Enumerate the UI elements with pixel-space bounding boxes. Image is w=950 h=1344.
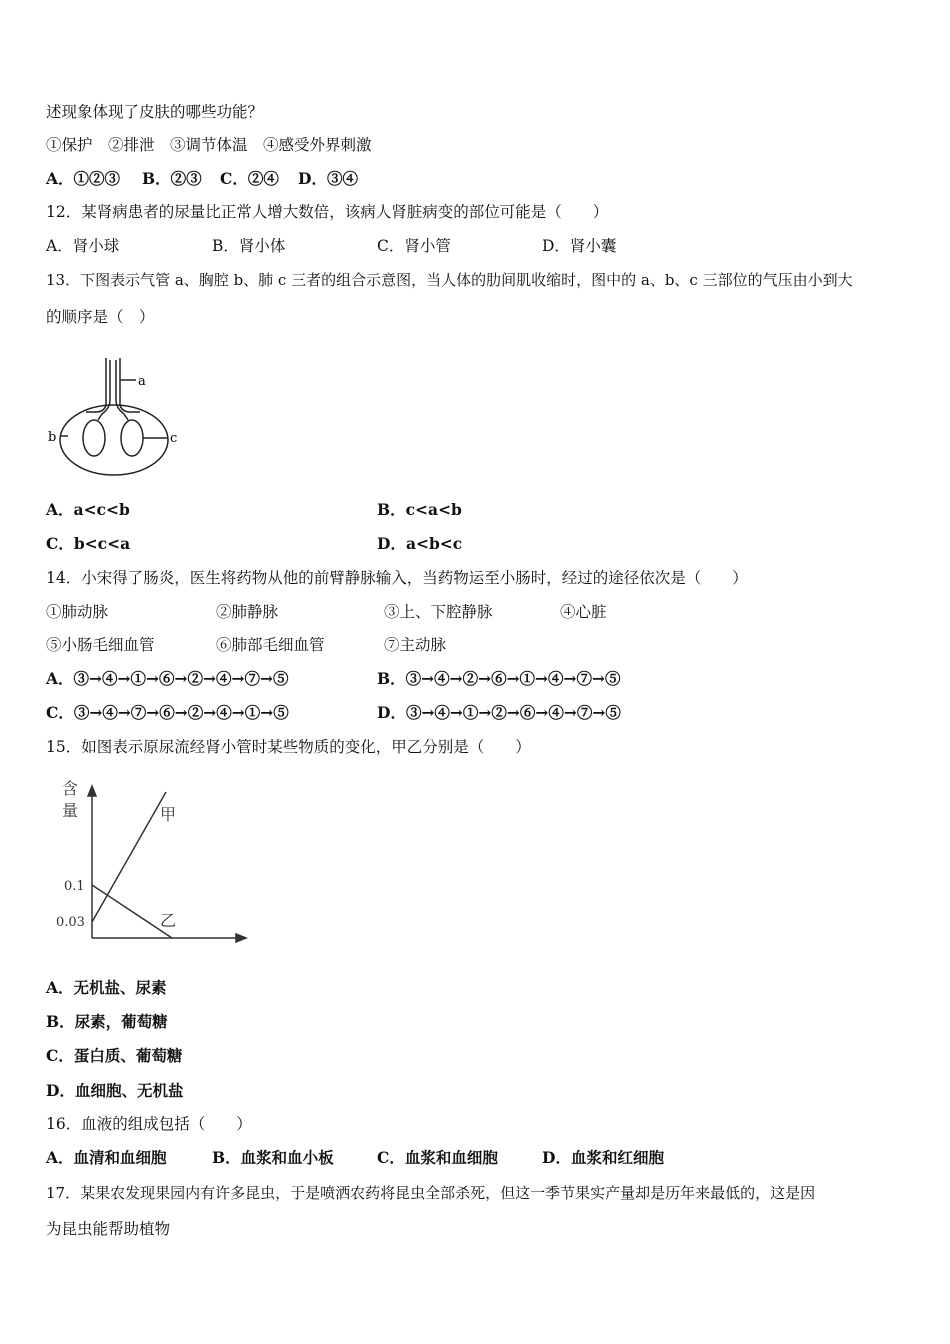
- q12-option-b: B．肾小体: [212, 237, 286, 255]
- q12-option-a: A．肾小球: [46, 237, 120, 255]
- label-a: a: [138, 374, 146, 389]
- y-tick-0-03: 0.03: [56, 915, 85, 930]
- q14-item-5: ⑤小肠毛细血管: [46, 636, 155, 654]
- q11-items: ①保护 ②排泄 ③调节体温 ④感受外界刺激: [46, 136, 372, 154]
- q14-item-3: ③上、下腔静脉: [384, 603, 493, 621]
- series-jia-line: [92, 792, 166, 922]
- q15-chart: [54, 774, 254, 950]
- right-lung: [121, 420, 143, 456]
- q11-stem-tail: 述现象体现了皮肤的哪些功能？: [46, 103, 264, 121]
- x-axis-arrow: [236, 934, 246, 942]
- q13-option-d: D．a<b<c: [377, 534, 463, 553]
- q16-option-b: B．血浆和血小板: [212, 1148, 334, 1167]
- q16-option-c: C．血浆和血细胞: [377, 1148, 498, 1167]
- q14-item-6: ⑥肺部毛细血管: [216, 636, 325, 654]
- q17-stem-line1: 17．某果农发现果园内有许多昆虫，于是喷洒农药将昆虫全部杀死，但这一季节果实产量却是历年来最低的，这是因: [46, 1184, 816, 1202]
- y-label-char2: 量: [62, 801, 79, 820]
- q16-option-a: A．血清和血细胞: [46, 1148, 167, 1167]
- q15-option-b: B．尿素，葡萄糖: [46, 1012, 168, 1031]
- series-jia-label: 甲: [160, 805, 177, 824]
- q11-option-c: C．②④: [220, 169, 279, 188]
- q13-option-c: C．b<c<a: [46, 534, 131, 553]
- label-b: b: [48, 430, 57, 445]
- q14-option-d: D．③→④→①→②→⑥→④→⑦→⑤: [377, 703, 621, 722]
- left-lung: [83, 420, 105, 456]
- q15-option-d: D．血细胞、无机盐: [46, 1081, 184, 1100]
- q11-option-a: A．①②③: [46, 169, 121, 188]
- y-tick-0-1: 0.1: [64, 879, 85, 894]
- q16-stem: 16．血液的组成包括（ ）: [46, 1115, 252, 1133]
- q17-stem-line2: 为昆虫能帮助植物: [46, 1220, 171, 1238]
- chest-cavity-outline: [60, 405, 168, 475]
- q14-item-7: ⑦主动脉: [384, 636, 447, 654]
- q14-item-1: ①肺动脉: [46, 603, 109, 621]
- q12-stem: 12．某肾病患者的尿量比正常人增大数倍，该病人肾脏病变的部位可能是（ ）: [46, 203, 609, 221]
- trachea-right-wall: [120, 358, 140, 412]
- trachea-left-wall: [86, 358, 106, 412]
- q15-option-a: A．无机盐、尿素: [46, 978, 167, 997]
- series-yi-label: 乙: [160, 911, 177, 930]
- q15-stem: 15．如图表示原尿流经肾小管时某些物质的变化，甲乙分别是（ ）: [46, 738, 531, 756]
- y-axis-arrow: [88, 786, 96, 796]
- q11-option-b: B．②③: [142, 169, 202, 188]
- y-label-char1: 含: [62, 779, 79, 798]
- q15-option-c: C．蛋白质、葡萄糖: [46, 1046, 183, 1065]
- q14-option-c: C．③→④→⑦→⑥→②→④→①→⑤: [46, 703, 289, 722]
- q14-option-b: B．③→④→②→⑥→①→④→⑦→⑤: [377, 669, 621, 688]
- q14-stem: 14．小宋得了肠炎，医生将药物从他的前臂静脉输入，当药物运至小肠时，经过的途径依次是（ ）: [46, 569, 748, 587]
- q13-option-a: A．a<c<b: [46, 500, 130, 519]
- q13-stem-line2: 的顺序是（ ）: [46, 308, 155, 326]
- q13-stem-line1: 13．下图表示气管 a、胸腔 b、肺 c 三者的组合示意图，当人体的肋间肌收缩时，图中的 a、b、c 三部位的气压由小到大: [46, 271, 853, 289]
- q13-lung-diagram: [46, 350, 186, 480]
- q16-option-d: D．血浆和红细胞: [542, 1148, 664, 1167]
- q14-option-a: A．③→④→①→⑥→②→④→⑦→⑤: [46, 669, 289, 688]
- q13-option-b: B．c<a<b: [377, 500, 462, 519]
- q12-option-c: C．肾小管: [377, 237, 451, 255]
- q14-item-4: ④心脏: [560, 603, 607, 621]
- q11-option-d: D．③④: [298, 169, 358, 188]
- q14-item-2: ②肺静脉: [216, 603, 279, 621]
- label-c: c: [170, 431, 178, 446]
- q12-option-d: D．肾小囊: [542, 237, 617, 255]
